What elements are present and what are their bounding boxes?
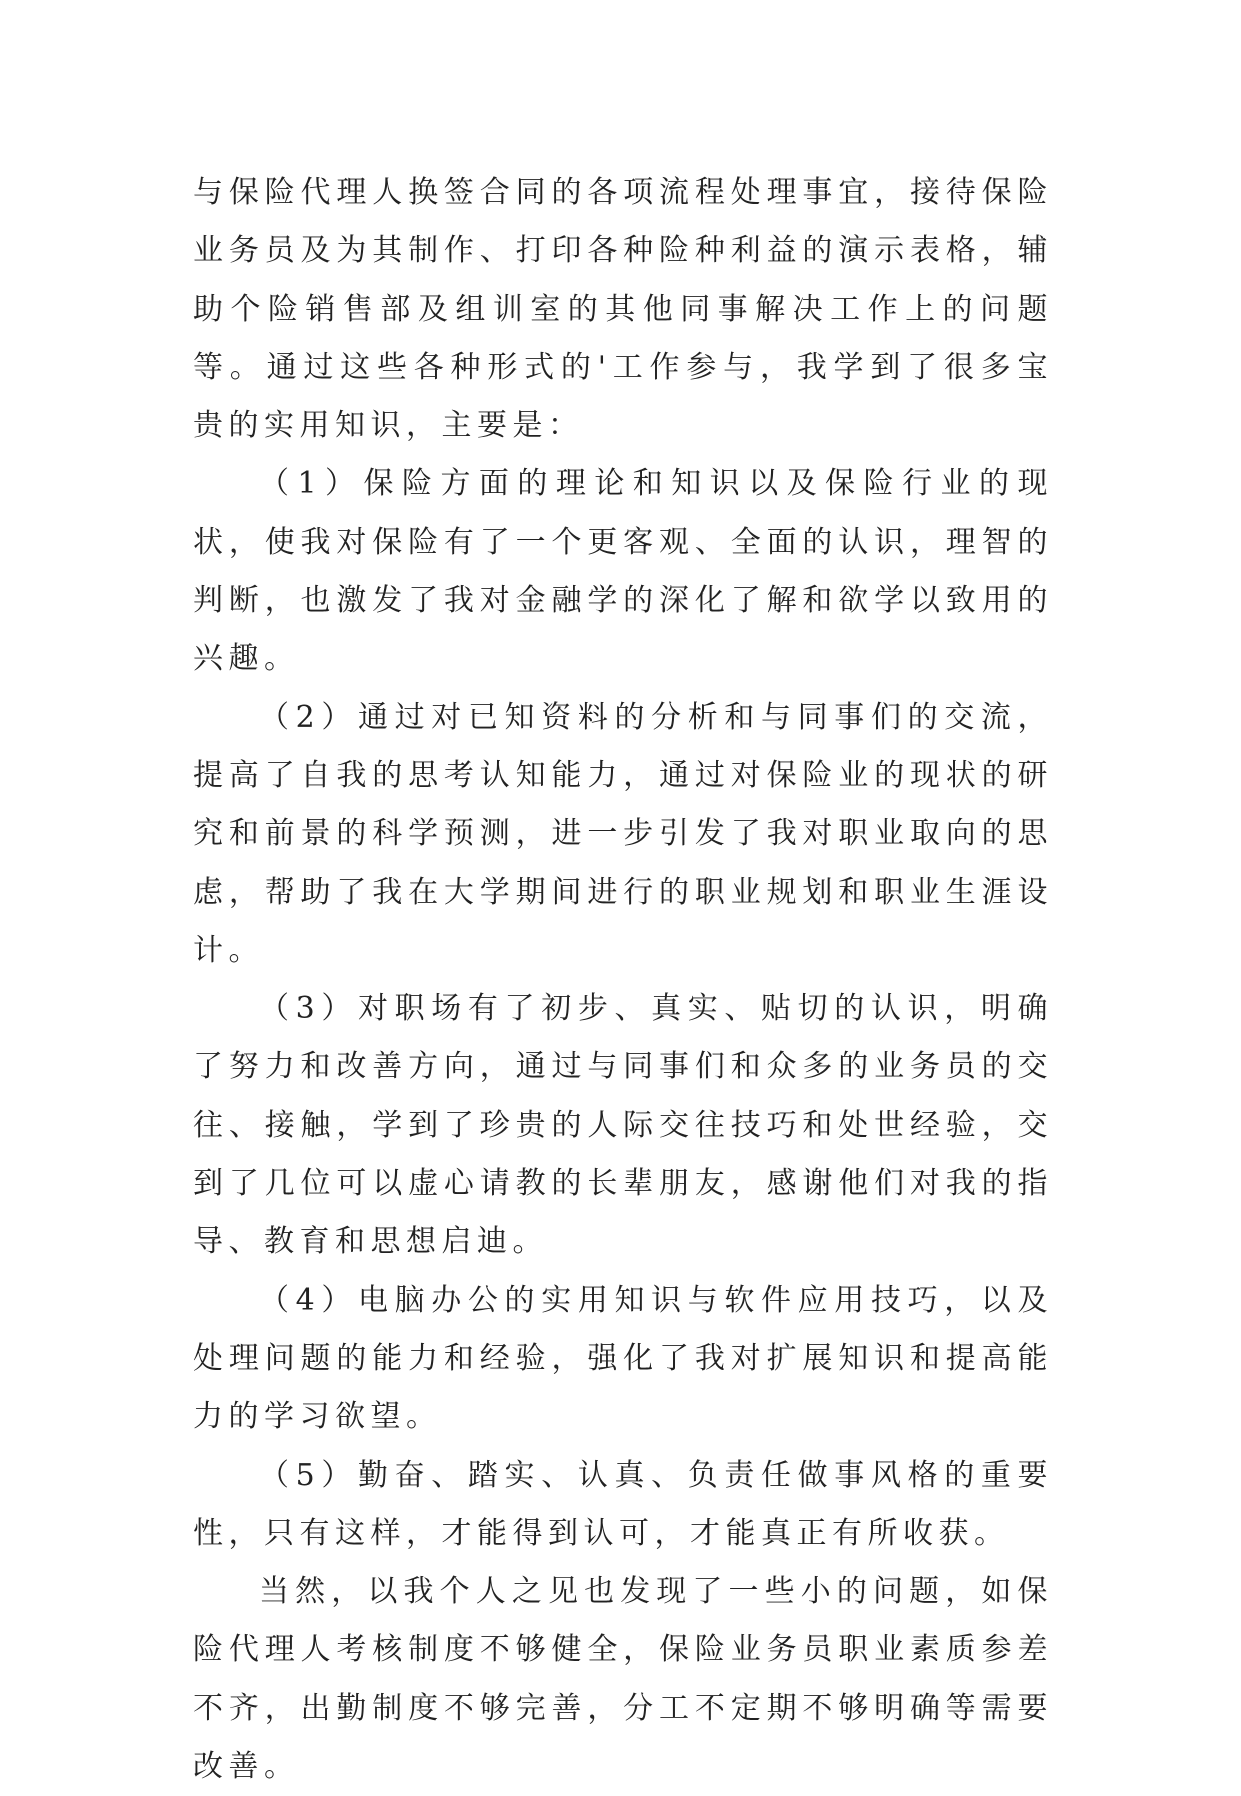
paragraph-conclusion: 当然，以我个人之见也发现了一些小的问题，如保险代理人考核制度不够健全，保险业务员职业素质参差不齐，出勤制度不够完善，分工不定期不够明确等需要改善。 (193, 1574, 1053, 1785)
document-body (193, 164, 1053, 1796)
paragraph-point-2: （2）通过对已知资料的分析和与同事们的交流，提高了自我的思考认知能力，通过对保险业的现状的研究和前景的科学预测，进一步引发了我对职业取向的思虑，帮助了我在大学期间进行的职业规划和职业生涯设计。 (193, 699, 1053, 968)
paragraph-point-5: （5）勤奋、踏实、认真、负责任做事风格的重要性，只有这样，才能得到认可，才能真正有所收获。 (193, 1457, 1053, 1551)
paragraph-intro: 与保险代理人换签合同的各项流程处理事宜，接待保险业务员及为其制作、打印各种险种利益的演示表格，辅助个险销售部及组训室的其他同事解决工作上的问题等。通过这些各种形式的'工作参与，我学到了很多宝贵的实用知识，主要是： (193, 175, 1053, 444)
paragraph-point-1: （1）保险方面的理论和知识以及保险行业的现状，使我对保险有了一个更客观、全面的认识，理智的判断，也激发了我对金融学的深化了解和欲学以致用的兴趣。 (193, 466, 1053, 677)
paragraph-point-4: （4）电脑办公的实用知识与软件应用技巧，以及处理问题的能力和经验，强化了我对扩展知识和提高能力的学习欲望。 (193, 1282, 1053, 1435)
paragraph-point-3: （3）对职场有了初步、真实、贴切的认识，明确了努力和改善方向，通过与同事们和众多的业务员的交往、接触，学到了珍贵的人际交往技巧和处世经验，交到了几位可以虚心请教的长辈朋友，感谢他们对我的指导、教育和思想启迪。 (193, 991, 1053, 1260)
